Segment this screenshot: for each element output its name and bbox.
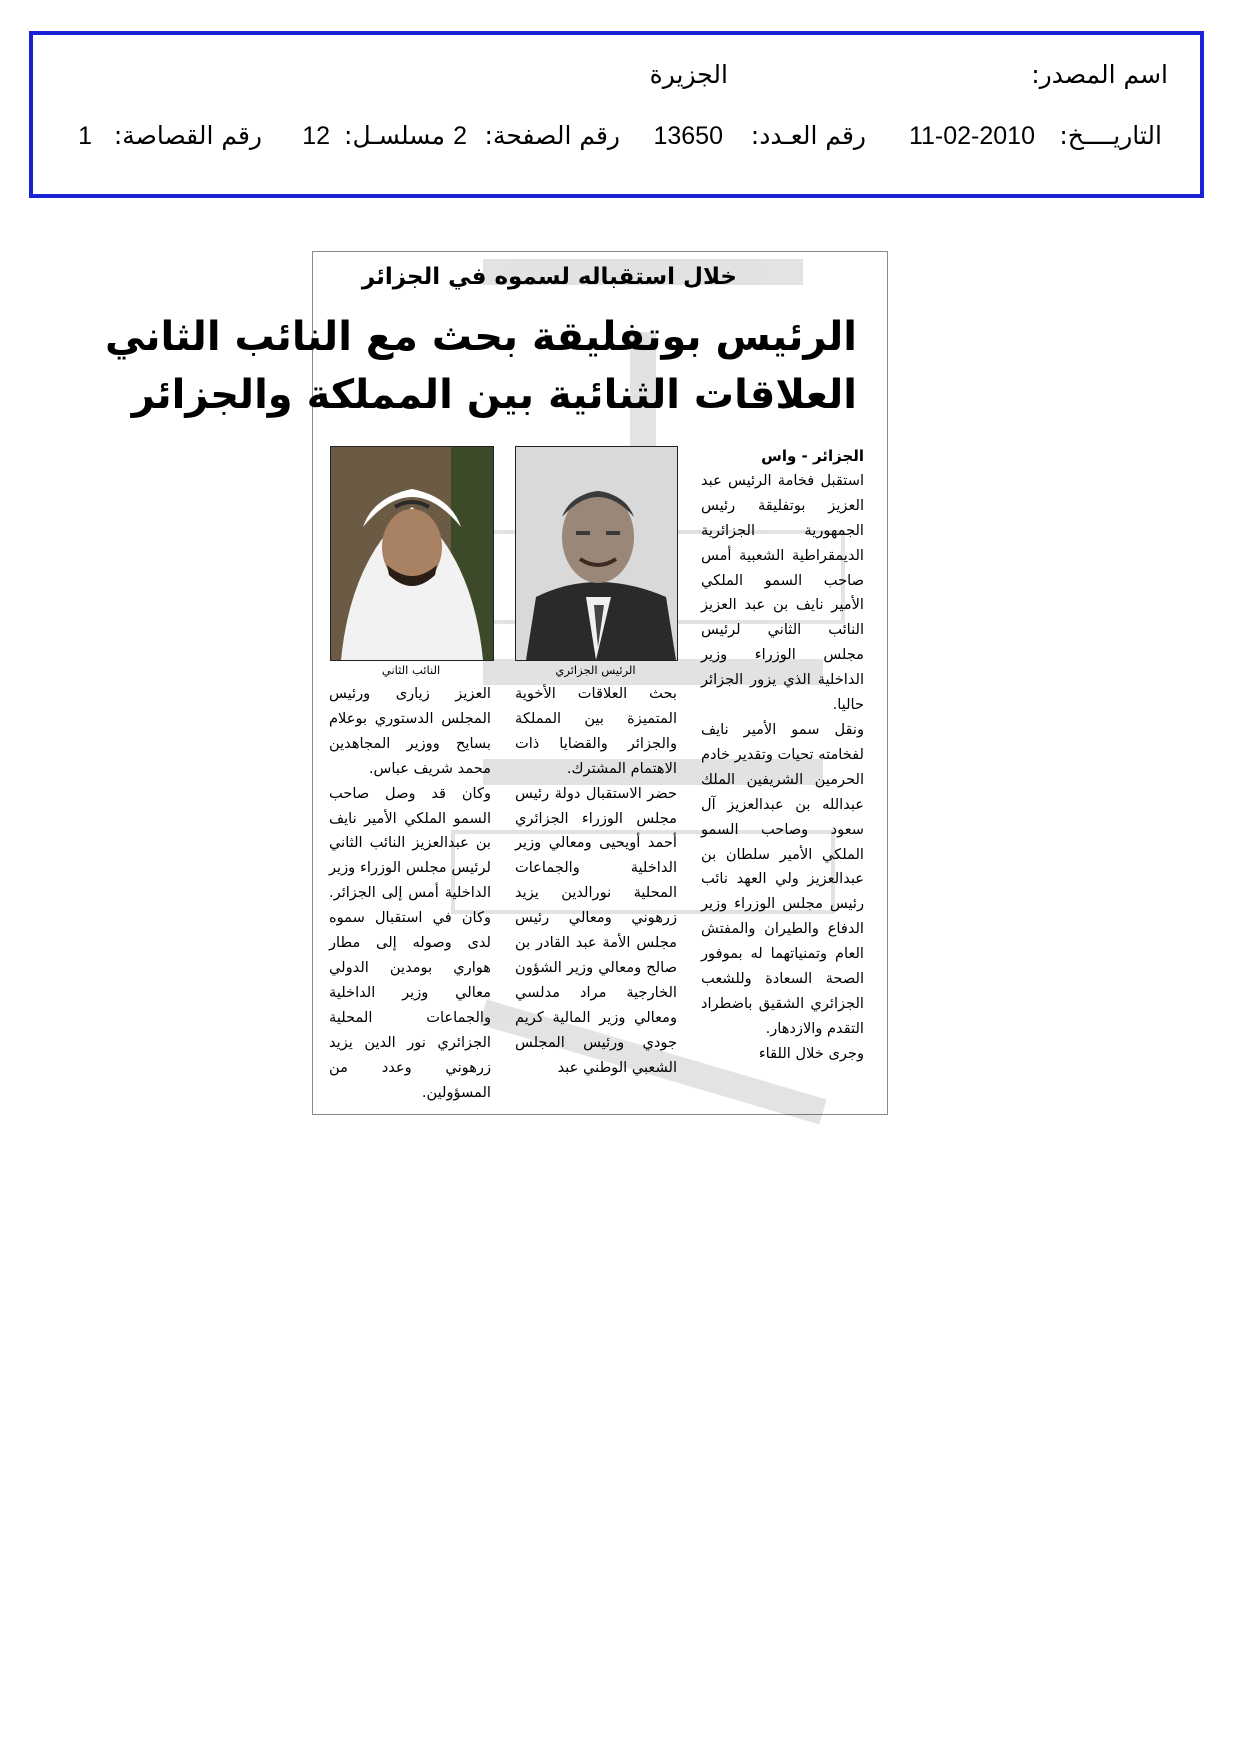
newspaper-clipping [104,251,888,1115]
clip-label-wrap [114,121,262,150]
headline-line-1: الرئيس بوتفليقة بحث مع النائب الثاني [104,314,857,360]
issue-label: رقم العـدد: [750,121,866,150]
article-column-2 [515,682,677,1081]
clip-value: 1 [78,122,92,150]
source-label: اسم المصدر: [1031,60,1168,89]
date-value-wrap [909,121,1035,151]
issue-label-wrap [751,121,866,150]
date-label-wrap [1059,121,1162,150]
article-kicker: خلال استقباله لسموه في الجزائر [361,264,737,290]
clip-value-wrap [78,121,92,151]
page-value-wrap [453,121,467,151]
photo-algerian-president [515,446,678,661]
page-label: رقم الصفحة: [484,121,620,150]
photo-second-deputy [330,446,494,661]
column-3-paragraph-2: وكان قد وصل صاحب السمو الملكي الأمير نايف بن عبدالعزيز النائب الثاني لرئيس مجلس الوزراء وزير الداخلية أمس إلى الجزائر. وكان في استقبال سموه لدى وصوله إلى مطار هواري بومدين الدولي معالي وزير الداخلية والجماعات المحلية الجزائري نور الدين يزيد زرهوني وعدد من المسؤولين. [329,784,491,1101]
article-column-1 [701,444,864,1067]
article-column-3 [329,682,491,1105]
deputy-portrait [331,447,493,660]
serial-label: مسلسـل: [344,121,445,150]
caption-algerian-president: الرئيس الجزائري [555,663,636,677]
source-row [1031,60,1168,89]
issue-value: 13650 [653,122,723,150]
issue-value-wrap [653,121,723,151]
page-value: 2 [453,122,467,150]
date-value: 11-02-2010 [908,122,1035,150]
headline-line-2: العلاقات الثنائية بين المملكة والجزائر [131,372,857,418]
column-2-paragraph-1: بحث العلاقات الأخوية المتميزة بين المملكة والجزائر والقضايا ذات الاهتمام المشترك. [515,685,677,777]
column-1-paragraph-2: ونقل سمو الأمير نايف لفخامته تحيات وتقدير خادم الحرمين الشريفين الملك عبدالله بن عبدالعزيز آل سعود وصاحب السمو الملكي الأمير سلطان بن عبدالعزيز ولي العهد نائب رئيس مجلس الوزراء وزير الدفاع والطيران والمفتش العام وتمنياتهما له بموفور الصحة السعادة وللشعب الجزائري الشقيق باضطراد التقدم والازدهار. [701,720,864,1037]
source-value: الجزيرة [649,60,728,89]
serial-label-wrap [344,121,445,150]
source-metadata-box [29,31,1204,198]
date-label: التاريــــخ: [1059,121,1162,150]
serial-value-wrap [302,121,330,151]
page-label-wrap [485,121,620,150]
column-3-paragraph-1: العزيز زيارى ورئيس المجلس الدستوري بوعلام بسايح ووزير المجاهدين محمد شريف عباس. [329,685,491,777]
dateline: الجزائر - واس [761,447,864,465]
source-value-wrap [650,60,728,89]
caption-second-deputy: النائب الثاني [381,663,441,677]
clip-label: رقم القصاصة: [113,121,262,150]
column-1-paragraph-1: استقبل فخامة الرئيس عبد العزيز بوتفليقة رئيس الجمهورية الجزائرية الديمقراطية الشعبية أمس صاحب السمو الملكي الأمير نايف بن عبد العزيز النائب الثاني لرئيس مجلس الوزراء وزير الداخلية الذي يزور الجزائر حاليا. [701,471,864,714]
serial-value: 12 [302,122,330,150]
column-2-paragraph-2: حضر الاستقبال دولة رئيس مجلس الوزراء الجزائري أحمد أويحيى ومعالي وزير الداخلية والجماعات المحلية نورالدين يزيد زرهوني ومعالي رئيس مجلس الأمة عبد القادر بن صالح ومعالي وزير الشؤون الخارجية مراد مدلسي ومعالي وزير المالية كريم جودي ورئيس المجلس الشعبي الوطني عبد [515,784,677,1076]
president-portrait [516,447,677,660]
column-1-paragraph-3: وجرى خلال اللقاء [758,1044,864,1062]
